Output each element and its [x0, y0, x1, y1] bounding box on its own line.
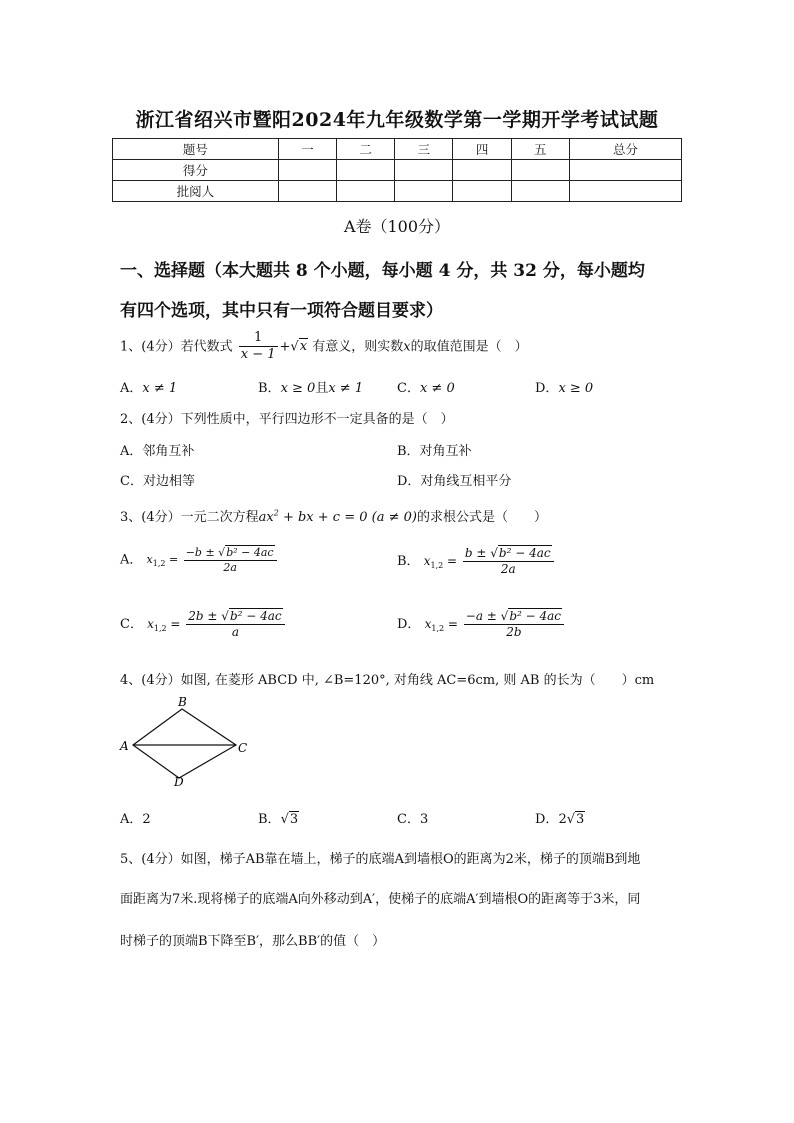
q1-expression-tail: +√x: [279, 339, 308, 355]
grader-cell[interactable]: [569, 181, 681, 202]
option-letter: D．: [535, 812, 559, 827]
question-3-stem: [120, 506, 547, 525]
option-letter: A．: [120, 552, 143, 568]
score-header-cell: 总分: [569, 139, 681, 160]
score-cell[interactable]: [395, 160, 453, 181]
q4-option-c-value: 3: [419, 812, 429, 827]
score-header-cell: 一: [278, 139, 336, 160]
q3-option-b[interactable]: [397, 546, 556, 577]
grader-cell[interactable]: [395, 181, 453, 202]
q1-option-d[interactable]: [535, 377, 593, 396]
q3-option-d[interactable]: [397, 609, 566, 640]
vertex-label-b: B: [178, 695, 187, 709]
q3-equation: $ax^2$ + bx + c = 0 (a ≠ 0): [258, 508, 417, 525]
q1-fraction: $\frac{1}{x - 1}$: [240, 330, 276, 363]
q3-option-c[interactable]: [120, 609, 287, 640]
q4-option-d-coef: 2: [558, 812, 567, 827]
vertex-label-c: C: [238, 741, 248, 755]
score-header-cell: 二: [337, 139, 395, 160]
q3-stem-prefix: 3、(4分）一元二次方程: [120, 510, 259, 525]
question-5-line2: 面距离为7米.现将梯子的底端A向外移动到A′，使梯子的底端A′到墙根O的距离等于3米，同: [120, 892, 641, 907]
q1-option-d-math: x ≥ 0: [558, 381, 594, 396]
score-row-label: 得分: [113, 160, 279, 181]
option-letter: C．: [397, 381, 420, 396]
q1-stem-middle: 有意义，则实数: [312, 339, 404, 355]
score-header-cell: 题号: [113, 139, 279, 160]
question-1-stem: [120, 330, 528, 364]
q4-option-b-radicand: 3: [289, 812, 299, 827]
question-5-line1: 5、(4分）如图，梯子AB靠在墙上，梯子的底端A到墙根O的距离为2米，梯子的顶端B到地: [120, 852, 641, 867]
volume-heading: A卷（100分）: [343, 217, 451, 236]
option-letter: B．: [258, 381, 281, 396]
q3-option-a[interactable]: [120, 546, 279, 575]
q3-formula-b: $x_{1,2}$ = $\frac{\text{b ± √b² − 4ac}}{2a}$: [424, 554, 556, 568]
q1-option-b[interactable]: [258, 377, 363, 396]
q2-option-b[interactable]: B．对角互补: [397, 444, 472, 459]
vertex-label-a: A: [120, 739, 129, 753]
q1-variable: x: [403, 339, 411, 355]
grader-cell[interactable]: [278, 181, 336, 202]
score-table: [112, 138, 682, 202]
grader-cell[interactable]: [337, 181, 395, 202]
q3-formula-a: $x_{1,2}$ = $\frac{\text{−b ± √b² − 4ac}}{2a}$: [147, 553, 279, 566]
grader-cell[interactable]: [453, 181, 511, 202]
question-2-stem: 2、(4分）下列性质中，平行四边形不一定具备的是（ ）: [120, 412, 454, 427]
q2-option-d[interactable]: D．对角线互相平分: [397, 474, 512, 489]
q1-option-a[interactable]: [120, 377, 177, 396]
score-header-cell: 四: [453, 139, 511, 160]
option-letter: D．: [535, 381, 559, 396]
grader-row: [113, 181, 682, 202]
q1-option-b-conj: 且: [315, 381, 329, 396]
q1-option-b-math: x ≥ 0: [280, 381, 316, 396]
q1-option-b-math2: x ≠ 1: [328, 381, 364, 396]
question-5-line3: 时梯子的顶端B下降至B′，那么BB′的值（ ）: [120, 934, 386, 949]
grader-row-label: 批阅人: [113, 181, 279, 202]
q1-stem-prefix: 1、(4分）若代数式: [120, 339, 233, 355]
rhombus-diagram: [112, 690, 272, 794]
option-letter: C．: [120, 617, 143, 632]
option-letter: B．: [397, 554, 420, 569]
q1-stem-suffix: 的取值范围是（ ）: [410, 339, 528, 355]
score-cell[interactable]: [453, 160, 511, 181]
q4-option-b[interactable]: B．√3: [258, 812, 299, 827]
q3-stem-suffix: 的求根公式是（ ）: [416, 510, 547, 525]
score-header-cell: 五: [511, 139, 569, 160]
q4-option-c[interactable]: [397, 808, 428, 827]
score-row: [113, 160, 682, 181]
q4-option-d-radicand: 3: [576, 812, 585, 827]
q4-option-a-value: 2: [142, 812, 151, 827]
page-title: 浙江省绍兴市暨阳2024年九年级数学第一学期开学考试试题: [135, 109, 659, 131]
grader-cell[interactable]: [511, 181, 569, 202]
score-cell[interactable]: [511, 160, 569, 181]
q4-option-a[interactable]: [120, 808, 151, 827]
option-letter: D．: [397, 617, 421, 632]
rhombus-outline: [133, 709, 236, 778]
vertex-label-d: D: [174, 775, 184, 789]
score-cell[interactable]: [569, 160, 681, 181]
option-letter: B．: [258, 812, 281, 827]
section-heading-line1: 一、选择题（本大题共 8 个小题，每小题 4 分，共 32 分，每小题均: [120, 261, 645, 281]
q3-formula-d: $x_{1,2}$ = $\frac{\text{−a ± √b² − 4ac}}{2b}$: [425, 617, 566, 631]
q2-option-c[interactable]: C．对边相等: [120, 474, 195, 489]
q2-option-a[interactable]: A．邻角互补: [120, 444, 195, 459]
q1-option-c[interactable]: [397, 377, 455, 396]
score-table-header-row: [113, 139, 682, 160]
score-cell[interactable]: [337, 160, 395, 181]
section-heading-line2: 有四个选项，其中只有一项符合题目要求）: [120, 301, 443, 321]
question-4-stem: 4、(4分）如图, 在菱形 ABCD 中, ∠B=120°, 对角线 AC=6cm, 则 AB 的长为（ ）cm: [120, 673, 655, 688]
option-letter: C．: [397, 812, 420, 827]
q3-formula-c: $x_{1,2}$ = $\frac{\text{2b ± √b² − 4ac}}{a}$: [147, 617, 287, 631]
score-cell[interactable]: [278, 160, 336, 181]
option-letter: A．: [120, 812, 143, 827]
score-header-cell: 三: [395, 139, 453, 160]
q1-option-c-math: x ≠ 0: [419, 381, 455, 396]
q4-option-d[interactable]: D．2√3: [535, 812, 585, 827]
option-letter: A．: [120, 381, 143, 396]
q1-option-a-math: x ≠ 1: [142, 381, 178, 396]
